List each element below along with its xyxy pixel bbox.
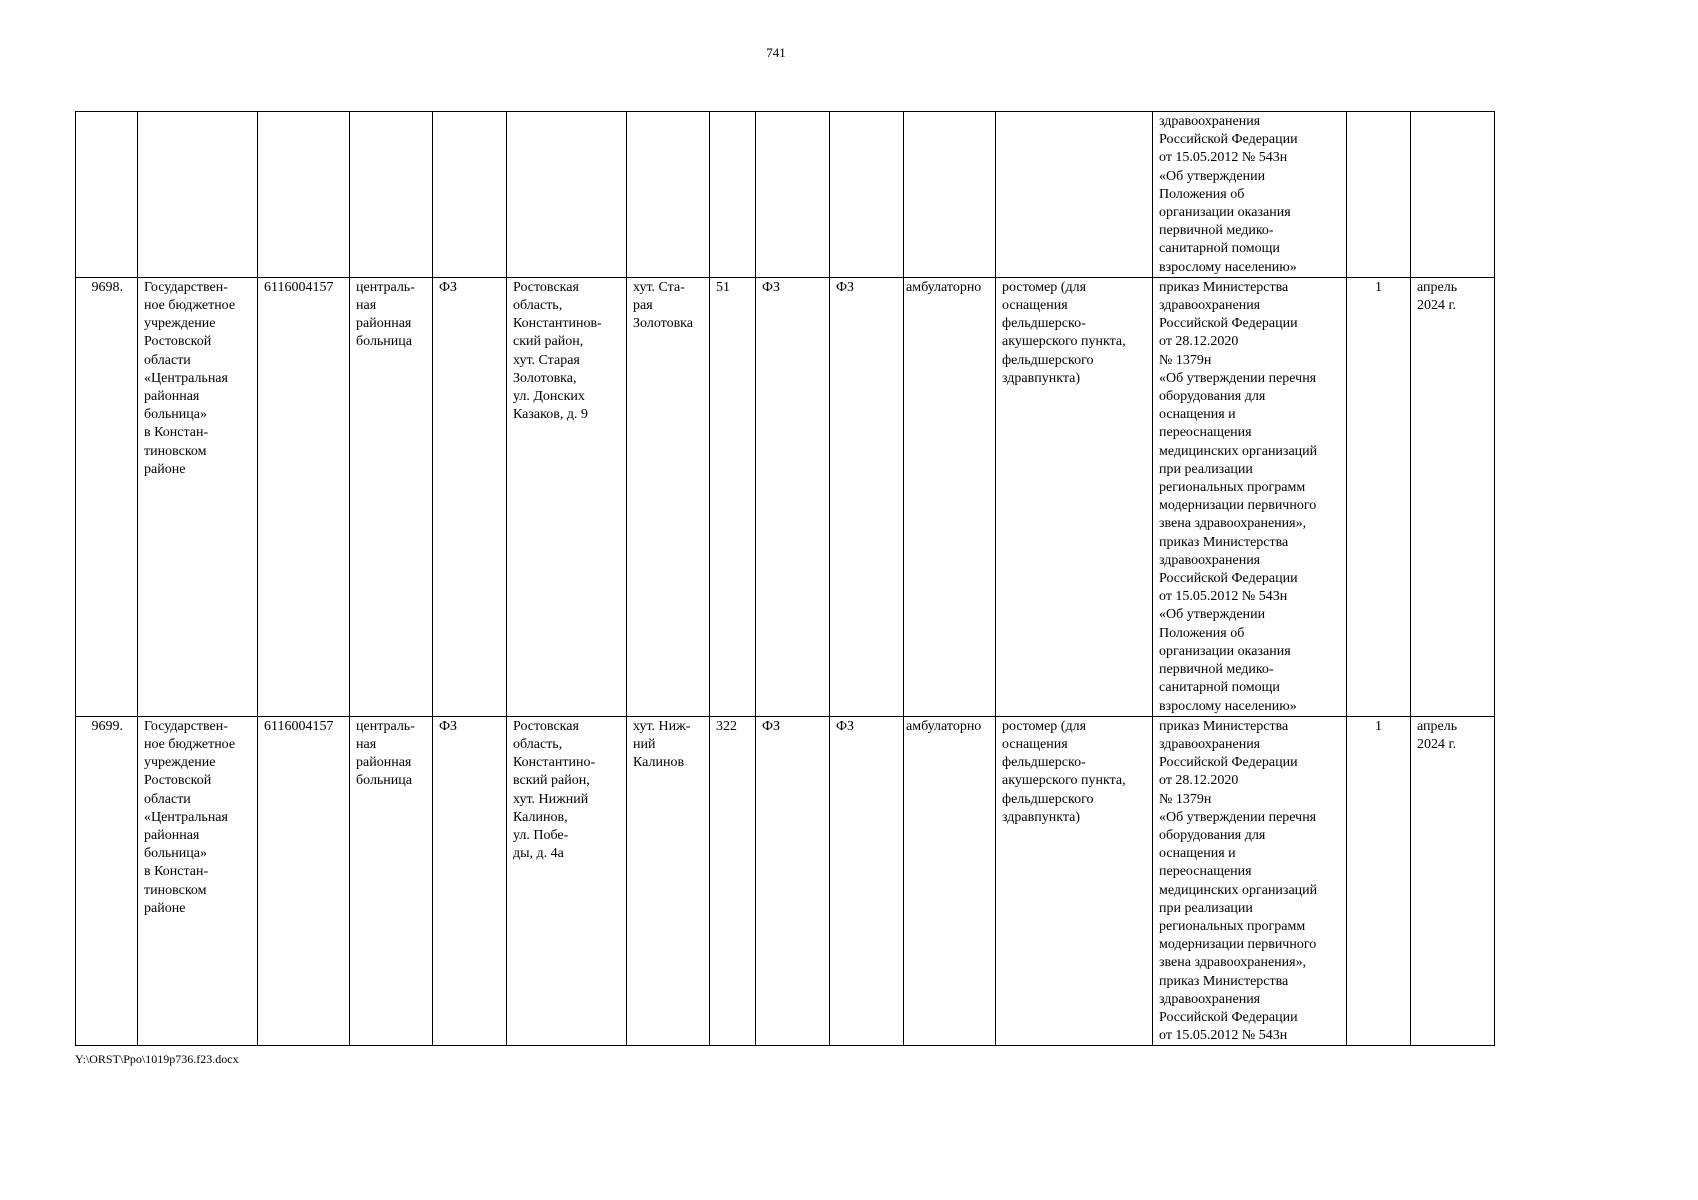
cell-population: 51 <box>710 277 756 716</box>
cell-legal-basis: здравоохранения Российской Федерации от 15.05.2012 № 543н «Об утверждении Положения об организации оказания первичной медико- санитарной помощи взрослому населению» <box>1153 112 1347 278</box>
cell-source-2: ФЗ <box>830 277 904 716</box>
cell-org-type: централь- ная районная больница <box>350 277 433 716</box>
cell-source-2: ФЗ <box>830 716 904 1046</box>
cell-inn <box>258 112 350 278</box>
cell-source-2 <box>830 112 904 278</box>
footer-file-path: Y:\ORST\Ppo\1019p736.f23.docx <box>75 1052 239 1066</box>
cell-locality <box>627 112 710 278</box>
cell-care-form: амбулаторно <box>904 277 996 716</box>
cell-quantity: 1 <box>1347 277 1411 716</box>
cell-program: ФЗ <box>433 716 507 1046</box>
cell-program <box>433 112 507 278</box>
cell-address: Ростовская область, Константино- вский район, хут. Нижний Калинов, ул. Побе- ды, д. 4а <box>507 716 627 1046</box>
cell-locality: хут. Ниж- ний Калинов <box>627 716 710 1046</box>
cell-population <box>710 112 756 278</box>
cell-locality: хут. Ста- рая Золотовка <box>627 277 710 716</box>
cell-organization: Государствен- ное бюджетное учреждение Ростовской области «Центральная районная больница» в Констан- тиновском районе <box>138 277 258 716</box>
cell-legal-basis: приказ Министерства здравоохранения Российской Федерации от 28.12.2020 № 1379н «Об утверждении перечня оборудования для оснащения и переоснащения медицинских организаций при реализации региональных программ модернизации первичного звена здравоохранения», приказ Министерства здравоохранения Российской Федерации от 15.05.2012 № 543н <box>1153 716 1347 1046</box>
cell-quantity: 1 <box>1347 716 1411 1046</box>
cell-population: 322 <box>710 716 756 1046</box>
cell-deadline: апрель 2024 г. <box>1411 277 1495 716</box>
table-row-continuation <box>76 112 1495 278</box>
cell-deadline: апрель 2024 г. <box>1411 716 1495 1046</box>
cell-organization: Государствен- ное бюджетное учреждение Ростовской области «Центральная районная больница» в Констан- тиновском районе <box>138 716 258 1046</box>
cell-equipment: ростомер (для оснащения фельдшерско- акушерского пункта, фельдшерского здравпункта) <box>996 716 1153 1046</box>
cell-source-1 <box>756 112 830 278</box>
equipment-table <box>75 111 1495 1046</box>
table-row <box>76 277 1495 716</box>
cell-inn: 6116004157 <box>258 277 350 716</box>
cell-deadline <box>1411 112 1495 278</box>
cell-source-1: ФЗ <box>756 277 830 716</box>
cell-equipment <box>996 112 1153 278</box>
cell-address <box>507 112 627 278</box>
cell-inn: 6116004157 <box>258 716 350 1046</box>
cell-source-1: ФЗ <box>756 716 830 1046</box>
cell-org-type <box>350 112 433 278</box>
cell-legal-basis: приказ Министерства здравоохранения Российской Федерации от 28.12.2020 № 1379н «Об утверждении перечня оборудования для оснащения и переоснащения медицинских организаций при реализации региональных программ модернизации первичного звена здравоохранения», приказ Министерства здравоохранения Российской Федерации от 15.05.2012 № 543н «Об утверждении Положения об организации оказания первичной медико- санитарной помощи взрослому населению» <box>1153 277 1347 716</box>
cell-equipment: ростомер (для оснащения фельдшерско- акушерского пункта, фельдшерского здравпункта) <box>996 277 1153 716</box>
cell-number: 9698. <box>76 277 138 716</box>
cell-care-form <box>904 112 996 278</box>
cell-organization <box>138 112 258 278</box>
page-number: 741 <box>766 45 786 60</box>
cell-quantity <box>1347 112 1411 278</box>
cell-org-type: централь- ная районная больница <box>350 716 433 1046</box>
cell-number <box>76 112 138 278</box>
cell-care-form: амбулаторно <box>904 716 996 1046</box>
table-row <box>76 716 1495 1046</box>
cell-address: Ростовская область, Константинов- ский район, хут. Старая Золотовка, ул. Донских Казаков, д. 9 <box>507 277 627 716</box>
cell-program: ФЗ <box>433 277 507 716</box>
cell-number: 9699. <box>76 716 138 1046</box>
